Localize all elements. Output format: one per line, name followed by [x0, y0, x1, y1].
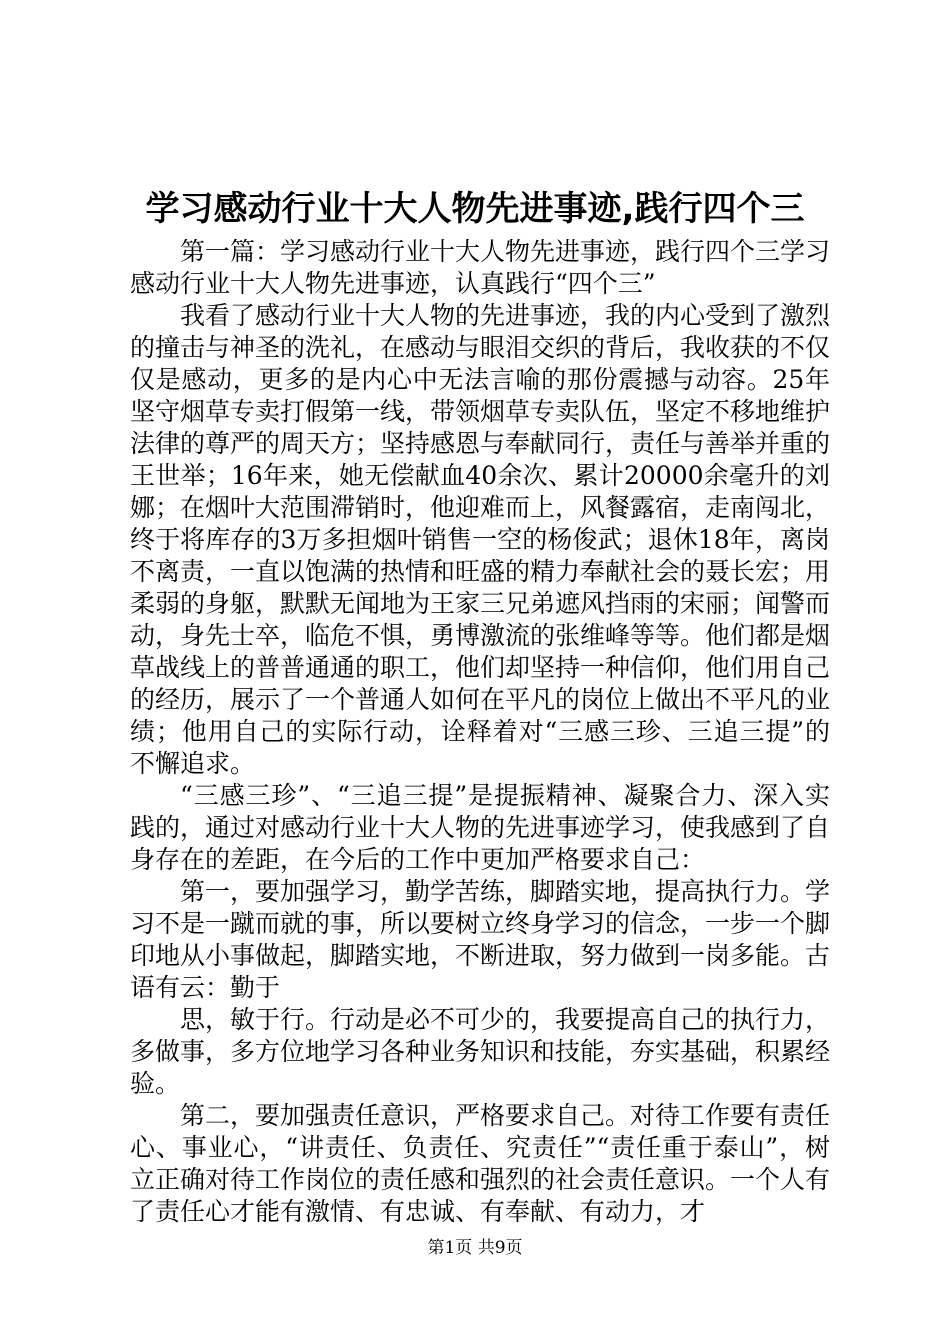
document-title: 学习感动行业十大人物先进事迹,践行四个三 — [145, 189, 805, 229]
paragraph-3: “三感三珍”、“三追三提”是提振精神、凝聚合力、深入实践的，通过对感动行业十大人物的先进事迹学习，使我感到了自身存在的差距，在今后的工作中更加严格要求自己： — [130, 781, 831, 874]
page-number-footer: 第1页 共9页 — [427, 1238, 523, 1258]
paragraph-6: 第二，要加强责任意识，严格要求自己。对待工作要有责任心、事业心，“讲责任、负责任、究责任”“责任重于泰山”，树立正确对待工作岗位的责任感和强烈的社会责任意识。一个人有了责任心才能有激情、有忠诚、有奉献、有动力，才 — [130, 1101, 831, 1226]
paragraph-5: 思，敏于行。行动是必不可少的，我要提高自己的执行力，多做事，多方位地学习各种业务知识和技能，夯实基础，积累经验。 — [130, 1005, 831, 1098]
paragraph-4: 第一，要加强学习，勤学苦练，脚踏实地，提高执行力。学习不是一蹴而就的事，所以要树立终身学习的信念，一步一个脚印地从小事做起，脚踏实地，不断进取，努力做到一岗多能。古语有云：勤于 — [130, 877, 831, 1002]
document-body — [130, 236, 830, 1228]
paragraph-2: 我看了感动行业十大人物的先进事迹，我的内心受到了激烈的撞击与神圣的洗礼，在感动与眼泪交织的背后，我收获的不仅仅是感动，更多的是内心中无法言喻的那份震撼与动容。25年坚守烟草专卖打假第一线，带领烟草专卖队伍，坚定不移地维护法律的尊严的周天方；坚持感恩与奉献同行，责任与善举并重的王世举；16年来，她无偿献血40余次、累计20000余毫升的刘娜；在烟叶大范围滞销时，他迎难而上，风餐露宿，走南闯北，终于将库存的3万多担烟叶销售一空的杨俊武；退休18年，离岗不离责，一直以饱满的热情和旺盛的精力奉献社会的聂长宏；用柔弱的身躯，默默无闻地为王家三兄弟遮风挡雨的宋丽；闻警而动，身先士卒，临危不惧，勇博激流的张维峰等等。他们都是烟草战线上的普普通通的职工，他们却坚持一种信仰，他们用自己的经历，展示了一个普通人如何在平凡的岗位上做出不平凡的业绩；他用自己的实际行动，诠释着对“三感三珍、三追三提”的不懈追求。 — [130, 301, 831, 778]
paragraph-1: 第一篇：学习感动行业十大人物先进事迹，践行四个三学习感动行业十大人物先进事迹，认真践行“四个三” — [130, 237, 831, 298]
